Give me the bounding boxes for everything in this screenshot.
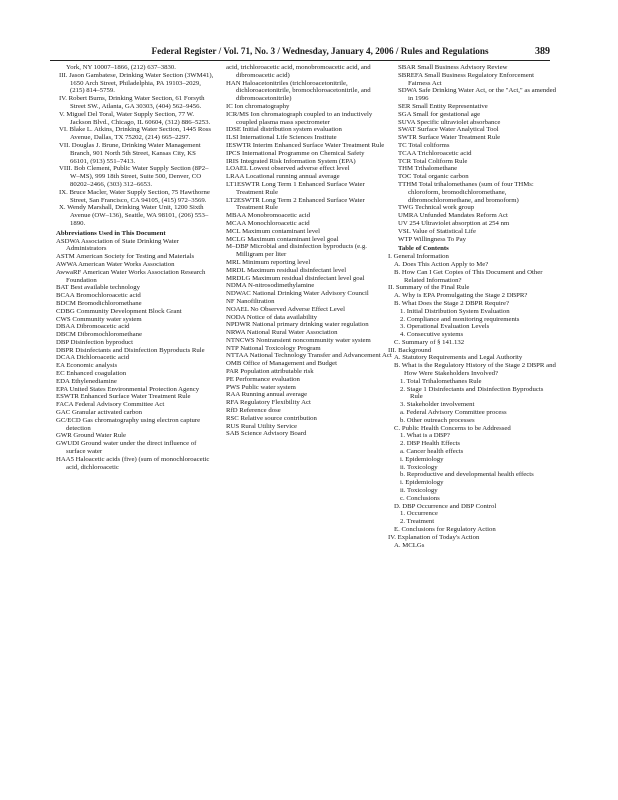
toc-entry: D. DBP Occurrence and DBP Control bbox=[394, 502, 497, 510]
running-header bbox=[50, 46, 550, 61]
abbreviation-entry: GWR Ground Water Rule bbox=[56, 432, 127, 440]
abbreviation-entry: ICR/MS Ion chromatograph coupled to an inductively coupled plasma mass spectrometer bbox=[226, 110, 373, 126]
abbreviation-entry: OMB Office of Management and Budget bbox=[226, 360, 338, 368]
abbreviation-entry: TWG Technical work group bbox=[398, 204, 475, 212]
abbreviation-entry: MRL Minimum reporting level bbox=[226, 258, 311, 266]
abbreviation-entry: NF Nanofiltration bbox=[226, 297, 275, 305]
abbreviation-entry: SAB Science Advisory Board bbox=[226, 430, 307, 438]
regional-contact: IV. Robert Burns, Drinking Water Section, 61 Forsyth Street SW., Atlanta, GA 30303, (404) 562–9456. bbox=[59, 95, 205, 110]
abbreviation-entry: SBREFA Small Business Regulatory Enforcement Fairness Act bbox=[398, 71, 534, 87]
abbreviation-entry: DBPR Disinfectants and Disinfection Byproducts Rule bbox=[56, 346, 205, 354]
abbreviation-entry: LT1ESWTR Long Term 1 Enhanced Surface Water Treatment Rule bbox=[226, 180, 365, 196]
toc-entry: B. How Can I Get Copies of This Document and Other Related Information? bbox=[394, 268, 543, 284]
abbreviation-entry: MCLG Maximum contaminant level goal bbox=[226, 235, 339, 243]
abbreviation-entry: TTHM Total trihalomethanes (sum of four THMs: chloroform, bromodichloromethane, dibromochloromethane, and bromoform) bbox=[398, 180, 534, 204]
abbreviation-entry: IDSE Initial distribution system evaluation bbox=[226, 126, 342, 134]
toc-entry: 2. Stage 1 Disinfectants and Disinfection Byproducts Rule bbox=[400, 385, 544, 401]
toc-entry: A. Statutory Requirements and Legal Authority bbox=[394, 354, 523, 362]
toc-entry: II. Summary of the Final Rule bbox=[388, 284, 470, 292]
abbreviation-entry: RFA Regulatory Flexibility Act bbox=[226, 399, 311, 407]
abbreviation-entry: AwwaRF American Water Works Association Research Foundation bbox=[56, 268, 206, 284]
column-right bbox=[388, 64, 556, 549]
toc-entry: 3. Operational Evaluation Levels bbox=[400, 323, 490, 331]
abbreviation-entry: RAA Running annual average bbox=[226, 391, 308, 399]
abbreviation-entry: CDBG Community Development Block Grant bbox=[56, 307, 182, 315]
toc-entry: A. MCLGs bbox=[394, 541, 425, 549]
toc-entry: a. Cancer health effects bbox=[400, 448, 464, 456]
abbreviation-entry: THM Trihalomethane bbox=[398, 165, 458, 173]
regional-contact: VII. Douglas J. Brune, Drinking Water Management Branch, 901 North 5th Street, Kansas City, KS 66101, (913) 551–7413. bbox=[59, 141, 201, 165]
toc-entry: c. Conclusions bbox=[400, 494, 440, 502]
abbreviation-entry: SBAR Small Business Advisory Review bbox=[398, 64, 508, 71]
abbreviation-entry: MCAA Monochloroacetic acid bbox=[226, 219, 310, 227]
abbreviation-entry: PE Performance evaluation bbox=[226, 375, 300, 383]
abbreviation-entry: TOC Total organic carbon bbox=[398, 173, 469, 181]
abbreviation-entry: M–DBP Microbial and disinfection byproducts (e.g. Milligram per liter bbox=[226, 243, 367, 259]
abbreviation-entry: IPCS International Programme on Chemical Safety bbox=[226, 149, 365, 157]
abbreviation-entry: BCAA Bromochloroacetic acid bbox=[56, 292, 141, 300]
toc-entry: 2. Compliance and monitoring requirements bbox=[400, 315, 520, 323]
toc-entry: A. Does This Action Apply to Me? bbox=[394, 260, 489, 268]
toc-entry: I. General Information bbox=[388, 253, 449, 261]
abbreviation-entry: FACA Federal Advisory Committee Act bbox=[56, 401, 165, 409]
abbreviation-entry: NDWAC National Drinking Water Advisory Council bbox=[226, 290, 369, 298]
abbreviation-entry: NDMA N-nitrosodimethylamine bbox=[226, 282, 315, 290]
toc-entry: IV. Explanation of Today's Action bbox=[388, 533, 480, 541]
abbreviation-entry: RSC Relative source contribution bbox=[226, 414, 317, 422]
abbreviation-entry: ASTM American Society for Testing and Materials bbox=[56, 253, 195, 261]
toc-entry: III. Background bbox=[388, 346, 432, 354]
abbreviation-entry: SWAT Surface Water Analytical Tool bbox=[398, 126, 499, 134]
abbreviation-entry: AWWA American Water Works Association bbox=[56, 260, 175, 268]
abbreviation-entry: HAA5 Haloacetic acids (five) (sum of monochloroacetic acid, dichloroacetic bbox=[56, 455, 210, 471]
toc-entry: b. Reproductive and developmental health effects bbox=[400, 471, 534, 479]
toc-entry: ii. Toxicology bbox=[400, 487, 438, 495]
abbreviation-entry: DCAA Dichloroacetic acid bbox=[56, 354, 130, 362]
abbreviation-entry: IRIS Integrated Risk Information System (EPA) bbox=[226, 157, 356, 165]
abbreviation-entry: ESWTR Enhanced Surface Water Treatment Rule bbox=[56, 393, 191, 401]
running-head-text: Federal Register / Vol. 71, No. 3 / Wednesday, January 4, 2006 / Rules and Regulations bbox=[151, 46, 489, 56]
abbreviation-entry: ILSI International Life Sciences Institute bbox=[226, 134, 337, 142]
column-left bbox=[56, 64, 216, 471]
toc-entry: 3. Stakeholder involvement bbox=[400, 401, 475, 409]
abbreviation-entry: SGA Small for gestational age bbox=[398, 110, 481, 118]
toc-entry: 2. DBP Health Effects bbox=[400, 440, 460, 448]
abbreviation-entry: DBCM Dibromochloromethane bbox=[56, 331, 143, 339]
abbreviation-entry: LRAA Locational running annual average bbox=[226, 173, 340, 181]
abbreviation-entry: ASDWA Association of State Drinking Water Administrators bbox=[56, 237, 179, 253]
abbreviation-entry: NODA Notice of data availability bbox=[226, 313, 318, 321]
toc-entry: C. Public Health Concerns to be Addressed bbox=[394, 424, 511, 432]
abbreviation-entry: GC/ECD Gas chromatography using electron capture detection bbox=[56, 416, 201, 432]
contact-continued: York, NY 10007–1866, (212) 637–3830. bbox=[66, 64, 176, 71]
column-middle bbox=[226, 64, 392, 438]
toc-entry: C. Summary of § 141.132 bbox=[394, 338, 465, 346]
abbreviation-entry: BAT Best available technology bbox=[56, 284, 141, 292]
regional-contact: VI. Blake L. Atkins, Drinking Water Section, 1445 Ross Avenue, Dallas, TX 75202, (214) 665–2297. bbox=[59, 126, 211, 142]
abbreviation-entry: UMRA Unfunded Mandates Reform Act bbox=[398, 212, 508, 220]
abbreviation-entry: TCAA Trichloroacetic acid bbox=[398, 149, 472, 157]
abbreviation-entry: PAR Population attributable risk bbox=[226, 368, 314, 376]
toc-entry: i. Epidemiology bbox=[400, 455, 444, 463]
abbreviations-heading: Abbreviations Used in This Document bbox=[56, 229, 166, 237]
abbreviation-entry: HAN Haloacetonitriles (trichloroacetonitrile, dichloroacetonitrile, bromochloroacetonitrile, and dibromoacetonitrile) bbox=[226, 79, 371, 103]
toc-entry: 1. Total Trihalomethanes Rule bbox=[400, 377, 482, 385]
abbreviation-entry: TCR Total Coliform Rule bbox=[398, 157, 468, 165]
toc-entry: B. What is the Regulatory History of the Stage 2 DBPR and How Were Stakeholders Involved? bbox=[394, 362, 556, 378]
abbreviation-entry: WTP Willingness To Pay bbox=[398, 235, 466, 243]
abbreviation-entry: UV 254 Ultraviolet absorption at 254 nm bbox=[398, 219, 510, 227]
toc-entry: a. Federal Advisory Committee process bbox=[400, 409, 507, 417]
abbreviation-entry: RUS Rural Utility Service bbox=[226, 422, 298, 430]
abbreviation-entry: MRDLG Maximum residual disinfectant level goal bbox=[226, 274, 365, 282]
abbreviation-entry: MCL Maximum contaminant level bbox=[226, 227, 321, 235]
abbreviation-entry: NRWA National Rural Water Association bbox=[226, 329, 338, 337]
abbreviation-entry: GWUDI Ground water under the direct influence of surface water bbox=[56, 440, 197, 456]
abbreviation-entry: IESWTR Interim Enhanced Surface Water Treatment Rule bbox=[226, 141, 385, 149]
abbreviation-entry: LOAEL Lowest observed adverse effect level bbox=[226, 165, 350, 173]
abbreviation-entry: MBAA Monobromoacetic acid bbox=[226, 212, 310, 220]
abbreviation-entry: EA Economic analysis bbox=[56, 362, 118, 370]
abbreviation-entry: BDCM Bromodichloromethane bbox=[56, 299, 142, 307]
abbreviation-entry: CWS Community water system bbox=[56, 315, 142, 323]
regional-contact: IX. Bruce Macler, Water Supply Section, 75 Hawthorne Street, San Francisco, CA 94105, (415) 972–3569. bbox=[59, 188, 210, 204]
toc-entry: 4. Consecutive systems bbox=[400, 331, 464, 339]
regional-contact: III. Jason Gambatese, Drinking Water Section (3WM41), 1650 Arch Street, Philadelphia, PA 19103–2029, (215) 814–5759. bbox=[59, 71, 214, 95]
abbreviation-entry: EC Enhanced coagulation bbox=[56, 370, 127, 378]
abbreviation-entry: EPA United States Environmental Protection Agency bbox=[56, 385, 200, 393]
toc-entry: B. What Does the Stage 2 DBPR Require? bbox=[394, 299, 509, 307]
abbreviation-entry: RfD Reference dose bbox=[226, 407, 281, 415]
toc-entry: E. Conclusions for Regulatory Action bbox=[394, 526, 496, 534]
page-number: 389 bbox=[535, 46, 550, 57]
abbreviation-entry: DBAA Dibromoacetic acid bbox=[56, 323, 130, 331]
abbreviation-entry: GAC Granular activated carbon bbox=[56, 409, 143, 417]
abbreviation-entry: LT2ESWTR Long Term 2 Enhanced Surface Water Treatment Rule bbox=[226, 196, 365, 212]
abbreviation-entry: NTP National Toxicology Program bbox=[226, 344, 321, 352]
abbreviation-entry: SER Small Entity Representative bbox=[398, 102, 488, 110]
regional-contact: VIII. Bob Clement, Public Water Supply Section (8P2–W–MS), 999 18th Street, Suite 500, Denver, CO 80202–2466, (303) 312–6653. bbox=[59, 165, 209, 188]
regional-contact: V. Miguel Del Toral, Water Supply Section, 77 W. Jackson Blvd., Chicago, IL 60604, (312) 886–5253. bbox=[59, 110, 211, 126]
toc-entry: 1. Initial Distribution System Evaluation bbox=[400, 307, 510, 315]
abbreviation-entry: PWS Public water system bbox=[226, 383, 296, 391]
toc-entry: ii. Toxicology bbox=[400, 463, 438, 471]
regional-contact: X. Wendy Marshall, Drinking Water Unit, 1200 Sixth Avenue (OW–136), Seattle, WA 98101, (206) 553–1890. bbox=[59, 204, 209, 227]
abbreviation-entry: NPDWR National primary drinking water regulation bbox=[226, 321, 369, 329]
abbreviation-entry: NOAEL No Observed Adverse Effect Level bbox=[226, 305, 346, 313]
abbreviation-entry: TC Total coliforms bbox=[398, 141, 450, 149]
abbreviation-entry: IC Ion chromatography bbox=[226, 102, 290, 110]
toc-entry: 1. What is a DBP? bbox=[400, 432, 450, 440]
toc-entry: i. Epidemiology bbox=[400, 479, 444, 487]
abbreviation-entry: DBP Disinfection byproduct bbox=[56, 338, 133, 346]
toc-entry: 1. Occurrence bbox=[400, 510, 438, 518]
abbreviation-entry: NTTAA National Technology Transfer and Advancement Act bbox=[226, 352, 392, 360]
abbreviation-entry: SDWA Safe Drinking Water Act, or the "Act," as amended in 1996 bbox=[398, 87, 556, 103]
toc-heading: Table of Contents bbox=[398, 245, 449, 253]
abbreviation-entry: acid, trichloroacetic acid, monobromoacetic acid, and dibromoacetic acid) bbox=[226, 64, 371, 79]
toc-entry: A. Why is EPA Promulgating the Stage 2 DBPR? bbox=[394, 292, 528, 300]
abbreviation-entry: VSL Value of Statistical Life bbox=[398, 227, 476, 235]
abbreviation-entry: EDA Ethylenediamine bbox=[56, 377, 117, 385]
toc-entry: b. Other outreach processes bbox=[400, 416, 475, 424]
toc-entry: 2. Treatment bbox=[400, 518, 435, 526]
abbreviation-entry: SWTR Surface Water Treatment Rule bbox=[398, 134, 501, 142]
abbreviation-entry: SUVA Specific ultraviolet absorbance bbox=[398, 118, 501, 126]
abbreviation-entry: MRDL Maximum residual disinfectant level bbox=[226, 266, 347, 274]
abbreviation-entry: NTNCWS Nontransient noncommunity water system bbox=[226, 336, 371, 344]
